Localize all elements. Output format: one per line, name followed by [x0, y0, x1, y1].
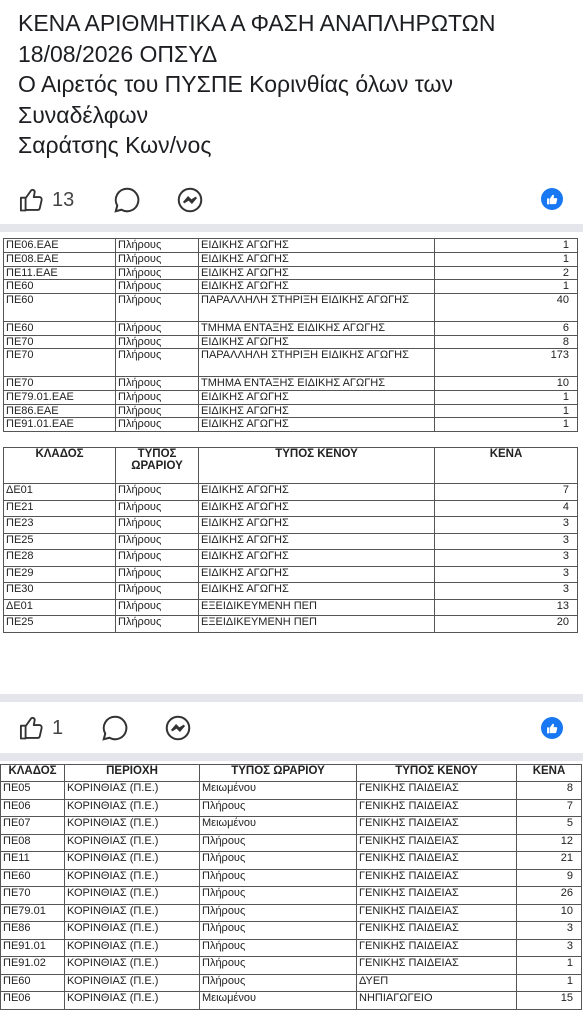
table-cell: ΓΕΝΙΚΗΣ ΠΑΙΔΕΙΑΣ: [357, 869, 517, 887]
table-cell: 1: [435, 390, 578, 404]
table-cell: ΚΟΡΙΝΘΙΑΣ (Π.Ε.): [65, 817, 200, 835]
comment-icon: [100, 713, 130, 743]
table-cell: ΠΕ86.ΕΑΕ: [4, 404, 116, 418]
table-cell: 8: [517, 782, 582, 800]
table-cell: ΕΙΔΙΚΗΣ ΑΓΩΓΗΣ: [199, 500, 435, 517]
table-cell: Πλήρους: [200, 852, 357, 870]
table-cell: 4: [435, 500, 578, 517]
table-cell: Πλήρους: [116, 390, 199, 404]
table-cell: Μειωμένου: [200, 817, 357, 835]
table-row: [4, 599, 578, 616]
table-cell: ΠΕ11: [1, 852, 65, 870]
table-cell: Πλήρους: [116, 252, 199, 266]
table-cell: 1: [435, 418, 578, 432]
table-row: [4, 335, 578, 349]
table-cell: 1: [435, 404, 578, 418]
column-header: ΚΕΝΑ: [517, 765, 582, 782]
table-cell: Πλήρους: [116, 550, 199, 567]
table-row: [4, 252, 578, 266]
messenger-icon: [175, 185, 205, 215]
table-cell: 20: [435, 616, 578, 633]
separator: [0, 224, 583, 232]
table-cell: ΠΕ06: [1, 992, 65, 1010]
table-cell: ΔΥΕΠ: [357, 974, 517, 992]
table-cell: Πλήρους: [116, 335, 199, 349]
general-education-table: [0, 764, 582, 1010]
table-cell: ΠΕ91.02: [1, 957, 65, 975]
table-row: [1, 782, 582, 800]
table-cell: ΕΙΔΙΚΗΣ ΑΓΩΓΗΣ: [199, 583, 435, 600]
table-row: [1, 852, 582, 870]
table-cell: 40: [435, 294, 578, 322]
table-row: [4, 583, 578, 600]
table-cell: Πλήρους: [116, 500, 199, 517]
table-cell: ΕΙΔΙΚΗΣ ΑΓΩΓΗΣ: [199, 566, 435, 583]
table-cell: ΠΕ60: [1, 974, 65, 992]
table-row: [4, 390, 578, 404]
table-cell: ΓΕΝΙΚΗΣ ΠΑΙΔΕΙΑΣ: [357, 852, 517, 870]
table-cell: 10: [517, 904, 582, 922]
comment-button[interactable]: [112, 180, 142, 220]
table-cell: ΕΙΔΙΚΗΣ ΑΓΩΓΗΣ: [199, 517, 435, 534]
table-cell: ΠΕ91.01: [1, 939, 65, 957]
table-cell: ΠΕ05: [1, 782, 65, 800]
table-cell: Πλήρους: [116, 321, 199, 335]
table-cell: ΠΕ79.01.ΕΑΕ: [4, 390, 116, 404]
like-button[interactable]: [18, 180, 74, 220]
column-header: ΠΕΡΙΟΧΗ: [65, 765, 200, 782]
table-cell: ΚΟΡΙΝΘΙΑΣ (Π.Ε.): [65, 782, 200, 800]
table-cell: 7: [435, 484, 578, 501]
table-cell: ΕΙΔΙΚΗΣ ΑΓΩΓΗΣ: [199, 335, 435, 349]
table-cell: Πλήρους: [116, 294, 199, 322]
table-cell: ΠΑΡΑΛΛΗΛΗ ΣΤΗΡΙΞΗ ΕΙΔΙΚΗΣ ΑΓΩΓΗΣ: [199, 294, 435, 322]
table-cell: Μειωμένου: [200, 782, 357, 800]
table-row: [4, 280, 578, 294]
table-cell: ΝΗΠΙΑΓΩΓΕΙΟ: [357, 992, 517, 1010]
table-cell: 2: [435, 266, 578, 280]
table-cell: ΕΞΕΙΔΙΚΕΥΜΕΝΗ ΠΕΠ: [199, 616, 435, 633]
table-cell: Πλήρους: [116, 376, 199, 390]
table-cell: ΠΑΡΑΛΛΗΛΗ ΣΤΗΡΙΞΗ ΕΙΔΙΚΗΣ ΑΓΩΓΗΣ: [199, 349, 435, 377]
table-row: [4, 533, 578, 550]
column-header: ΚΛΑΔΟΣ: [1, 765, 65, 782]
table-row: [1, 799, 582, 817]
table-cell: ΓΕΝΙΚΗΣ ΠΑΙΔΕΙΑΣ: [357, 957, 517, 975]
table-cell: 7: [517, 799, 582, 817]
table-cell: Πλήρους: [200, 799, 357, 817]
table-cell: 1: [517, 974, 582, 992]
table-row: [1, 992, 582, 1010]
post-line: Συναδέλφων: [18, 101, 149, 128]
like-count: 13: [52, 188, 75, 211]
table-cell: ΠΕ29: [4, 566, 116, 583]
table-cell: ΤΜΗΜΑ ΕΝΤΑΞΗΣ ΕΙΔΙΚΗΣ ΑΓΩΓΗΣ: [199, 376, 435, 390]
table-cell: 3: [435, 566, 578, 583]
table-cell: 9: [517, 869, 582, 887]
table-cell: ΕΙΔΙΚΗΣ ΑΓΩΓΗΣ: [199, 252, 435, 266]
table-cell: ΕΞΕΙΔΙΚΕΥΜΕΝΗ ΠΕΠ: [199, 599, 435, 616]
table-cell: ΚΟΡΙΝΘΙΑΣ (Π.Ε.): [65, 869, 200, 887]
table-cell: ΓΕΝΙΚΗΣ ΠΑΙΔΕΙΑΣ: [357, 799, 517, 817]
table-cell: 12: [517, 834, 582, 852]
post-line: 18/08/2026 ΟΠΣΥΔ: [18, 40, 218, 67]
table-cell: 15: [517, 992, 582, 1010]
table-cell: ΚΟΡΙΝΘΙΑΣ (Π.Ε.): [65, 887, 200, 905]
table-cell: ΠΕ70: [4, 376, 116, 390]
table-cell: 1: [435, 252, 578, 266]
table-cell: ΕΙΔΙΚΗΣ ΑΓΩΓΗΣ: [199, 550, 435, 567]
table-cell: ΠΕ06: [1, 799, 65, 817]
table-cell: 3: [435, 583, 578, 600]
table-cell: ΕΙΔΙΚΗΣ ΑΓΩΓΗΣ: [199, 280, 435, 294]
table-cell: Πλήρους: [200, 869, 357, 887]
table-cell: 8: [435, 335, 578, 349]
like-reaction-icon: [541, 188, 563, 210]
table-cell: ΤΜΗΜΑ ΕΝΤΑΞΗΣ ΕΙΔΙΚΗΣ ΑΓΩΓΗΣ: [199, 321, 435, 335]
like-reaction-icon: [541, 717, 563, 739]
table-cell: ΠΕ86: [1, 922, 65, 940]
table-row: [4, 566, 578, 583]
table-cell: ΠΕ07: [1, 817, 65, 835]
post-line: ΚΕΝΑ ΑΡΙΘΜΗΤΙΚΑ Α ΦΑΣΗ ΑΝΑΠΛΗΡΩΤΩΝ: [18, 10, 496, 36]
table-cell: ΠΕ30: [4, 583, 116, 600]
table-cell: 1: [435, 280, 578, 294]
table-cell: ΚΟΡΙΝΘΙΑΣ (Π.Ε.): [65, 922, 200, 940]
table-cell: ΓΕΝΙΚΗΣ ΠΑΙΔΕΙΑΣ: [357, 939, 517, 957]
special-education-table-2: [3, 447, 578, 633]
messenger-button[interactable]: [175, 180, 205, 220]
table-cell: ΠΕ60: [1, 869, 65, 887]
table-row: [1, 904, 582, 922]
table-cell: ΚΟΡΙΝΘΙΑΣ (Π.Ε.): [65, 834, 200, 852]
table-cell: ΠΕ08: [1, 834, 65, 852]
table-row: [4, 517, 578, 534]
table-cell: ΠΕ23: [4, 517, 116, 534]
table-row: [4, 376, 578, 390]
table-cell: ΔΕ01: [4, 599, 116, 616]
table-cell: Πλήρους: [200, 887, 357, 905]
table-cell: Πλήρους: [200, 974, 357, 992]
table-cell: 10: [435, 376, 578, 390]
table-cell: Πλήρους: [116, 517, 199, 534]
thumbs-up-icon: [18, 186, 46, 214]
table-cell: ΓΕΝΙΚΗΣ ΠΑΙΔΕΙΑΣ: [357, 817, 517, 835]
table-cell: ΓΕΝΙΚΗΣ ΠΑΙΔΕΙΑΣ: [357, 904, 517, 922]
table-row: [4, 418, 578, 432]
table-cell: ΚΟΡΙΝΘΙΑΣ (Π.Ε.): [65, 939, 200, 957]
table-cell: ΓΕΝΙΚΗΣ ΠΑΙΔΕΙΑΣ: [357, 782, 517, 800]
table-cell: 1: [517, 957, 582, 975]
table-cell: Πλήρους: [116, 599, 199, 616]
table-cell: 21: [517, 852, 582, 870]
table-cell: Πλήρους: [116, 266, 199, 280]
table-row: [4, 294, 578, 322]
table-cell: ΠΕ60: [4, 321, 116, 335]
table-cell: 3: [517, 922, 582, 940]
table-cell: Πλήρους: [200, 922, 357, 940]
column-header: ΤΥΠΟΣ ΩΡΑΡΙΟΥ: [116, 448, 199, 484]
post-line: Σαράτσης Κων/νος: [18, 132, 212, 158]
table-cell: ΚΟΡΙΝΘΙΑΣ (Π.Ε.): [65, 852, 200, 870]
table-cell: ΕΙΔΙΚΗΣ ΑΓΩΓΗΣ: [199, 404, 435, 418]
table-cell: Πλήρους: [116, 533, 199, 550]
table-cell: ΕΙΔΙΚΗΣ ΑΓΩΓΗΣ: [199, 239, 435, 253]
table-cell: Πλήρους: [200, 834, 357, 852]
table-cell: Μειωμένου: [200, 992, 357, 1010]
table-cell: Πλήρους: [116, 404, 199, 418]
table-cell: ΠΕ08.ΕΑΕ: [4, 252, 116, 266]
table-cell: 3: [435, 533, 578, 550]
table-row: [4, 321, 578, 335]
post-line: Ο Αιρετός του ΠΥΣΠΕ Κορινθίας όλων των: [18, 71, 453, 97]
table-cell: ΚΟΡΙΝΘΙΑΣ (Π.Ε.): [65, 799, 200, 817]
column-header: ΤΥΠΟΣ ΩΡΑΡΙΟΥ: [200, 765, 357, 782]
table-row: [1, 869, 582, 887]
messenger-icon: [163, 713, 193, 743]
table-cell: 3: [435, 550, 578, 567]
table-cell: ΠΕ70: [4, 335, 116, 349]
action-bar: [0, 708, 583, 748]
table-cell: 3: [517, 939, 582, 957]
table-cell: ΠΕ60: [4, 294, 116, 322]
table-cell: ΠΕ91.01.ΕΑΕ: [4, 418, 116, 432]
table-cell: ΚΟΡΙΝΘΙΑΣ (Π.Ε.): [65, 904, 200, 922]
table-cell: ΠΕ28: [4, 550, 116, 567]
table-row: [4, 239, 578, 253]
comment-button[interactable]: [100, 708, 130, 748]
table-row: [4, 616, 578, 633]
separator: [0, 753, 583, 761]
like-count: 1: [52, 716, 64, 739]
post-text: [18, 8, 578, 161]
post-image-table[interactable]: [0, 761, 583, 1024]
table-row: [4, 484, 578, 501]
table-cell: 173: [435, 349, 578, 377]
comment-icon: [112, 185, 142, 215]
table-row: [1, 957, 582, 975]
post-image-table[interactable]: [3, 232, 580, 694]
table-cell: Πλήρους: [116, 566, 199, 583]
table-cell: ΓΕΝΙΚΗΣ ΠΑΙΔΕΙΑΣ: [357, 922, 517, 940]
column-header: ΤΥΠΟΣ ΚΕΝΟΥ: [357, 765, 517, 782]
table-row: [1, 834, 582, 852]
table-row: [4, 500, 578, 517]
column-header: ΚΕΝΑ: [435, 448, 578, 484]
table-cell: ΠΕ70: [1, 887, 65, 905]
messenger-button[interactable]: [163, 708, 193, 748]
thumbs-up-icon: [18, 714, 46, 742]
table-cell: ΠΕ11.ΕΑΕ: [4, 266, 116, 280]
table-cell: 3: [435, 517, 578, 534]
table-row: [4, 349, 578, 377]
table-cell: ΠΕ25: [4, 616, 116, 633]
table-cell: ΚΟΡΙΝΘΙΑΣ (Π.Ε.): [65, 992, 200, 1010]
table-row: [1, 922, 582, 940]
table-cell: ΕΙΔΙΚΗΣ ΑΓΩΓΗΣ: [199, 418, 435, 432]
table-cell: Πλήρους: [116, 349, 199, 377]
table-cell: 5: [517, 817, 582, 835]
table-row: [1, 817, 582, 835]
table-cell: ΓΕΝΙΚΗΣ ΠΑΙΔΕΙΑΣ: [357, 887, 517, 905]
table-cell: ΕΙΔΙΚΗΣ ΑΓΩΓΗΣ: [199, 266, 435, 280]
table-cell: 1: [435, 239, 578, 253]
table-row: [1, 939, 582, 957]
table-cell: ΚΟΡΙΝΘΙΑΣ (Π.Ε.): [65, 974, 200, 992]
table-cell: 6: [435, 321, 578, 335]
special-education-table: [3, 238, 578, 432]
table-cell: ΠΕ70: [4, 349, 116, 377]
table-cell: Πλήρους: [116, 583, 199, 600]
table-cell: ΔΕ01: [4, 484, 116, 501]
table-cell: ΕΙΔΙΚΗΣ ΑΓΩΓΗΣ: [199, 390, 435, 404]
table-cell: Πλήρους: [200, 939, 357, 957]
table-cell: Πλήρους: [200, 957, 357, 975]
table-row: [1, 887, 582, 905]
table-row: [4, 404, 578, 418]
table-cell: 26: [517, 887, 582, 905]
table-cell: Πλήρους: [116, 418, 199, 432]
table-cell: ΠΕ60: [4, 280, 116, 294]
action-bar: [0, 180, 583, 220]
table-cell: Πλήρους: [116, 484, 199, 501]
table-cell: ΠΕ25: [4, 533, 116, 550]
table-cell: Πλήρους: [116, 616, 199, 633]
table-cell: Πλήρους: [116, 239, 199, 253]
table-cell: Πλήρους: [116, 280, 199, 294]
table-row: [4, 266, 578, 280]
column-header: ΤΥΠΟΣ ΚΕΝΟΥ: [199, 448, 435, 484]
table-row: [1, 974, 582, 992]
separator: [0, 694, 583, 702]
table-cell: ΓΕΝΙΚΗΣ ΠΑΙΔΕΙΑΣ: [357, 834, 517, 852]
table-cell: ΕΙΔΙΚΗΣ ΑΓΩΓΗΣ: [199, 484, 435, 501]
table-cell: ΠΕ79.01: [1, 904, 65, 922]
table-cell: Πλήρους: [200, 904, 357, 922]
table-cell: ΠΕ21: [4, 500, 116, 517]
table-cell: ΠΕ06.ΕΑΕ: [4, 239, 116, 253]
column-header: ΚΛΑΔΟΣ: [4, 448, 116, 484]
table-row: [4, 550, 578, 567]
like-button[interactable]: [18, 708, 63, 748]
table-cell: ΚΟΡΙΝΘΙΑΣ (Π.Ε.): [65, 957, 200, 975]
table-cell: ΕΙΔΙΚΗΣ ΑΓΩΓΗΣ: [199, 533, 435, 550]
table-cell: 13: [435, 599, 578, 616]
